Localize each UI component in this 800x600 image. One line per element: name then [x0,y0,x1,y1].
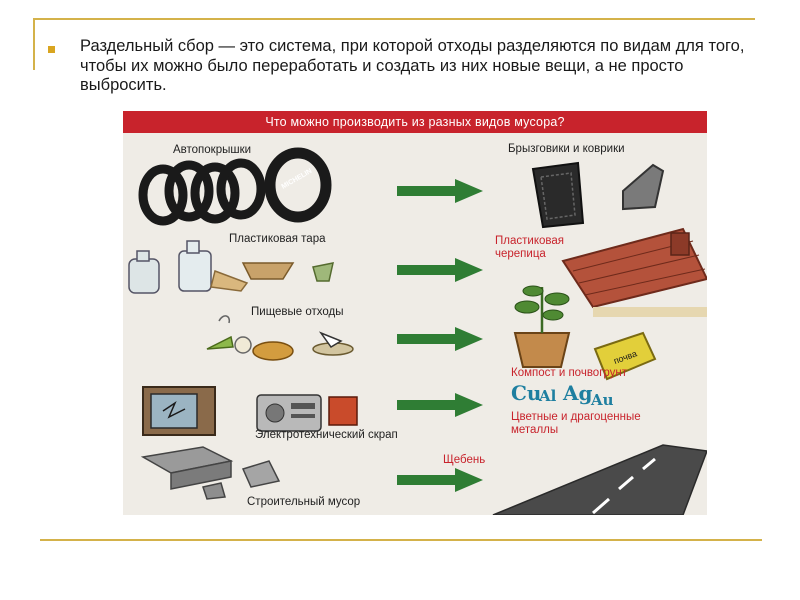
source-label-construction: Строительный мусор [247,496,361,508]
bottom-rule [40,539,762,541]
arrow-row-4 [397,393,483,417]
metal-symbol-cu: Cu [511,381,542,405]
food-waste-illustration [207,316,353,360]
poster-title: Что можно производить из разных видов мусора? [123,111,707,133]
bullet-marker [48,46,55,53]
top-rule [33,18,755,20]
arrow-row-3 [397,327,483,351]
product-label-gravel: Щебень [443,454,486,466]
recycling-poster [123,111,707,515]
metal-symbol-au: Au [591,391,614,409]
source-label-plastic: Пластиковая тара [229,233,326,245]
poster-illustrations [123,111,707,515]
arrow-row-2 [397,258,483,282]
soil-bag-label: почва [612,348,639,367]
plant-pot-illustration [515,286,569,367]
source-label-food: Пищевые отходы [251,306,344,318]
product-label-tiles-line1: Пластиковая [495,235,564,247]
tire-brand-text: MICHELIN [280,167,314,191]
road-illustration [493,445,707,515]
house-illustration [563,229,707,317]
left-rule [33,18,35,70]
bullet-text: Раздельный сбор — это система, при которой отходы разделяются по видам для того, чтобы их можно было переработать и создать из них новые вещи, а не просто выбросить. [80,37,745,94]
product-label-metals-line1: Цветные и драгоценные [511,411,641,423]
metal-symbol-al: Al [539,387,557,405]
product-label-metals-line2: металлы [511,424,559,436]
product-label-mats: Брызговики и коврики [508,143,625,155]
arrow-row-5 [397,468,483,492]
metal-symbol-ag: Ag [563,381,593,405]
product-label-tiles-line2: черепица [495,248,546,260]
product-label-compost: Компост и почвогрунт [511,367,628,379]
electronics-illustration [143,387,357,435]
debris-illustration [143,447,279,499]
arrow-row-1 [397,179,483,203]
tires-illustration [143,153,326,221]
mats-illustration [533,163,663,227]
plastic-bottles-illustration [129,241,333,293]
source-label-electronics: Электротехнический скрап [255,429,398,441]
source-label-tires: Автопокрышки [173,144,252,156]
